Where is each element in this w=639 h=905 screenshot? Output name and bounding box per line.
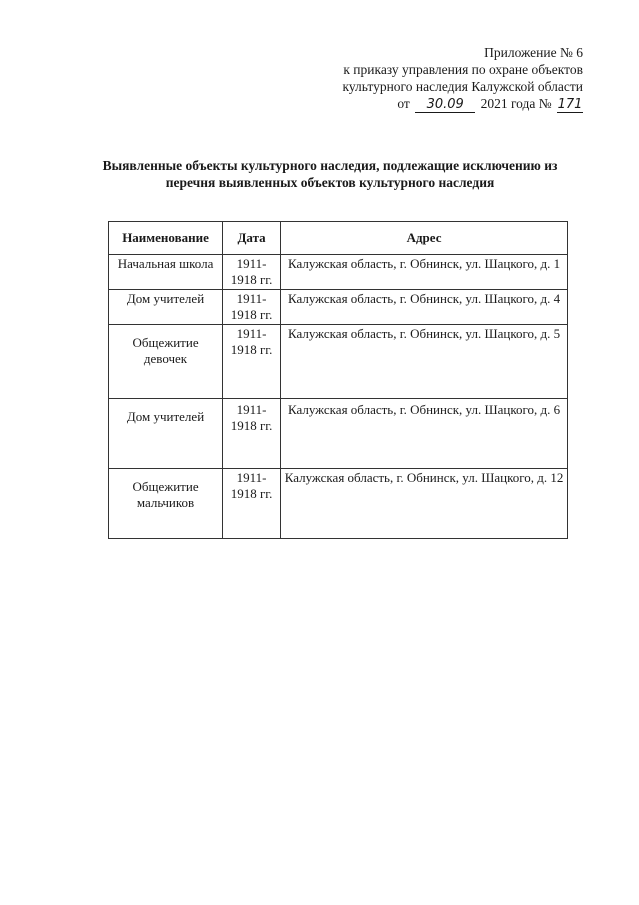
appendix-number: Приложение № 6 [484, 45, 583, 60]
document-title [60, 157, 600, 191]
table-row [109, 290, 568, 325]
header-name: Наименование [109, 222, 223, 255]
title-line-1: Выявленные объекты культурного наследия, подлежащие исключению из [102, 158, 558, 173]
table-row [109, 399, 568, 469]
header-date: Дата [223, 222, 281, 255]
table-row [109, 325, 568, 399]
table-row [109, 469, 568, 539]
appendix-header [283, 44, 583, 113]
cell-name: Начальная школа [109, 255, 223, 290]
heritage-objects-table [108, 221, 568, 539]
cell-name: Дом учителей [109, 399, 223, 469]
order-reference: к приказу управления по охране объектов [343, 62, 583, 77]
cell-address: Калужская область, г. Обнинск, ул. Шацкого, д. 12 [281, 469, 568, 539]
cell-date: 1911-1918 гг. [223, 469, 281, 539]
order-date-line [283, 95, 583, 113]
table-header-row [109, 222, 568, 255]
date-prefix: от [397, 96, 410, 111]
year-text: 2021 года № [480, 96, 552, 111]
cell-name: Дом учителей [109, 290, 223, 325]
cell-name: Общежитие девочек [109, 325, 223, 399]
cell-name: Общежитие мальчиков [109, 469, 223, 539]
cell-date: 1911-1918 гг. [223, 325, 281, 399]
table-row [109, 255, 568, 290]
cell-address: Калужская область, г. Обнинск, ул. Шацкого, д. 4 [281, 290, 568, 325]
handwritten-order-number: 171 [557, 97, 583, 112]
header-address: Адрес [281, 222, 568, 255]
cell-date: 1911-1918 гг. [223, 255, 281, 290]
cell-address: Калужская область, г. Обнинск, ул. Шацкого, д. 5 [281, 325, 568, 399]
cell-date: 1911-1918 гг. [223, 399, 281, 469]
cell-address: Калужская область, г. Обнинск, ул. Шацкого, д. 1 [281, 255, 568, 290]
cell-address: Калужская область, г. Обнинск, ул. Шацкого, д. 6 [281, 399, 568, 469]
title-line-2: перечня выявленных объектов культурного наследия [165, 175, 495, 190]
cell-date: 1911-1918 гг. [223, 290, 281, 325]
handwritten-date: 30.09 [415, 98, 475, 113]
authority-name: культурного наследия Калужской области [342, 79, 583, 94]
